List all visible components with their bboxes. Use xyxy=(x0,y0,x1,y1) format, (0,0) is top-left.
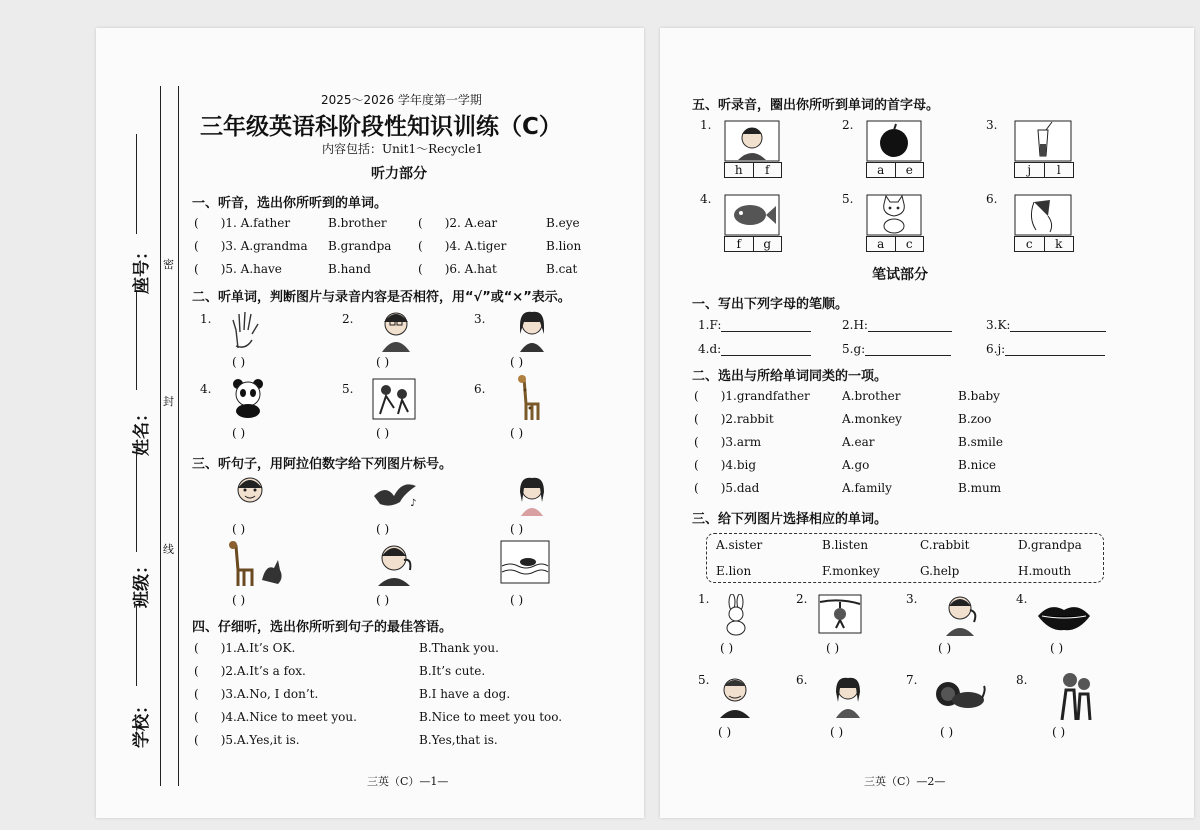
answer-paren[interactable]: ( ) xyxy=(830,725,844,739)
rabbit-icon xyxy=(720,594,752,636)
answer-paren[interactable]: ( ) xyxy=(938,641,952,655)
scope-label: 内容包括：Unit1～Recycle1 xyxy=(322,142,484,156)
sec1-item: ( )5. A.have xyxy=(194,262,282,276)
w2-option: A.monkey xyxy=(842,412,902,426)
apple-icon xyxy=(866,120,922,162)
sec4-item: ( )1.A.It’s OK. xyxy=(194,641,296,655)
name-label: 姓名： xyxy=(132,405,152,456)
w2-option: B.mum xyxy=(958,481,1002,495)
w3-num: 7. xyxy=(906,673,918,687)
sec2-num: 1. xyxy=(200,312,212,326)
answer-paren[interactable]: ( ) xyxy=(510,355,524,369)
svg-text:♪: ♪ xyxy=(410,498,417,509)
w3-num: 3. xyxy=(906,592,918,606)
word-option: G.help xyxy=(920,564,960,578)
sec1-option: B.lion xyxy=(546,239,582,253)
word-option: H.mouth xyxy=(1018,564,1072,578)
sec1-option: B.cat xyxy=(546,262,578,276)
cat-icon xyxy=(866,194,922,236)
boy-icon xyxy=(232,474,268,514)
sec2-num: 2. xyxy=(342,312,354,326)
bird-icon xyxy=(370,476,420,516)
word-option: E.lion xyxy=(716,564,752,578)
girl-icon xyxy=(514,308,550,352)
sec1-option: B.brother xyxy=(328,216,387,230)
helping-people-icon xyxy=(1056,670,1096,720)
seal-char-2: 封 xyxy=(163,395,174,408)
giraffe-icon xyxy=(514,374,544,422)
hand-icon xyxy=(230,310,262,350)
mouth-icon xyxy=(1036,600,1092,634)
answer-paren[interactable]: ( ) xyxy=(376,522,390,536)
grandma-icon xyxy=(376,308,416,352)
sec2-num: 6. xyxy=(474,382,486,396)
seal-in-water-icon xyxy=(500,540,550,584)
answer-paren[interactable]: ( ) xyxy=(232,522,246,536)
answer-paren[interactable]: ( ) xyxy=(510,593,524,607)
seat-fill-line xyxy=(136,134,137,234)
sec5-num: 2. xyxy=(842,118,854,132)
w2-option: B.nice xyxy=(958,458,997,472)
margin-line-right xyxy=(178,86,179,786)
sec2-heading: 二、听单词，判断图片与录音内容是否相符，用“√”或“×”表示。 xyxy=(192,290,571,305)
sec1-item: ( )2. A.ear xyxy=(418,216,498,230)
answer-paren[interactable]: ( ) xyxy=(510,426,524,440)
w2-option: A.brother xyxy=(842,389,901,403)
letter-choice-box[interactable]: a e xyxy=(866,162,924,178)
answer-paren[interactable]: ( ) xyxy=(376,593,390,607)
sec4-option: B.Yes,that is. xyxy=(419,733,498,747)
w2-option: B.smile xyxy=(958,435,1003,449)
stroke-order-item: 6.j: xyxy=(986,342,1105,356)
w3-num: 2. xyxy=(796,592,808,606)
stroke-order-item: 1.F: xyxy=(698,318,811,332)
answer-paren[interactable]: ( ) xyxy=(376,426,390,440)
grandpa-icon xyxy=(716,674,754,718)
letter-choice-box[interactable]: j l xyxy=(1014,162,1074,178)
w3-num: 1. xyxy=(698,592,710,606)
sec5-num: 4. xyxy=(700,192,712,206)
word-option: A.sister xyxy=(716,538,763,552)
w3-num: 4. xyxy=(1016,592,1028,606)
sec4-option: B.Nice to meet you too. xyxy=(419,710,563,724)
exam-page-left xyxy=(96,28,644,818)
w2-item: ( )5.dad xyxy=(694,481,760,495)
sister-icon xyxy=(830,674,866,718)
class-fill-line xyxy=(136,452,137,552)
w2-item: ( )4.big xyxy=(694,458,757,472)
sec4-item: ( )5.A.Yes,it is. xyxy=(194,733,300,747)
letter-choice-box[interactable]: h f xyxy=(724,162,782,178)
answer-paren[interactable]: ( ) xyxy=(376,355,390,369)
w3-num: 5. xyxy=(698,673,710,687)
teacher-helping-icon xyxy=(372,378,416,420)
girl-icon xyxy=(514,474,550,516)
sec2-num: 3. xyxy=(474,312,486,326)
sec2-num: 4. xyxy=(200,382,212,396)
sec1-item: ( )1. A.father xyxy=(194,216,291,230)
panda-icon xyxy=(230,378,266,418)
sec3-heading: 三、听句子，用阿拉伯数字给下列图片标号。 xyxy=(192,457,453,472)
answer-paren[interactable]: ( ) xyxy=(232,426,246,440)
sec5-num: 6. xyxy=(986,192,998,206)
sec4-item: ( )2.A.It’s a fox. xyxy=(194,664,306,678)
sec1-item: ( )3. A.grandma xyxy=(194,239,308,253)
juice-glass-icon xyxy=(1014,120,1072,162)
w2-option: A.ear xyxy=(842,435,875,449)
w2-item: ( )2.rabbit xyxy=(694,412,774,426)
w2-heading: 二、选出与所给单词同类的一项。 xyxy=(692,369,888,384)
sec1-item: ( )6. A.hat xyxy=(418,262,497,276)
sec5-heading: 五、听录音，圈出你所听到单词的首字母。 xyxy=(692,98,940,113)
sec4-item: ( )3.A.No, I don’t. xyxy=(194,687,319,701)
exam-page-right xyxy=(660,28,1194,818)
word-option: B.listen xyxy=(822,538,869,552)
sec1-heading: 一、听音，选出你所听到的单词。 xyxy=(192,196,388,211)
letter-choice-box[interactable]: c k xyxy=(1014,236,1074,252)
w2-option: A.family xyxy=(842,481,892,495)
sec4-item: ( )4.A.Nice to meet you. xyxy=(194,710,357,724)
stroke-order-item: 2.H: xyxy=(842,318,952,332)
kite-icon xyxy=(1014,194,1072,236)
name-fill-line xyxy=(136,290,137,390)
answer-paren[interactable]: ( ) xyxy=(232,355,246,369)
answer-paren[interactable]: ( ) xyxy=(826,641,840,655)
sec4-option: B.Thank you. xyxy=(419,641,499,655)
word-option: F.monkey xyxy=(822,564,880,578)
sec4-option: B.It’s cute. xyxy=(419,664,486,678)
w2-option: A.go xyxy=(842,458,870,472)
w2-option: B.zoo xyxy=(958,412,992,426)
w3-num: 6. xyxy=(796,673,808,687)
sec1-option: B.eye xyxy=(546,216,580,230)
listening-heading: 听力部分 xyxy=(371,166,427,182)
margin-line-left xyxy=(160,86,161,786)
w3-num: 8. xyxy=(1016,673,1028,687)
answer-paren[interactable]: ( ) xyxy=(940,725,954,739)
w2-option: B.baby xyxy=(958,389,1000,403)
seal-char-3: 线 xyxy=(163,543,174,556)
letter-choice-box[interactable]: f g xyxy=(724,236,782,252)
term-label: 2025～2026 学年度第一学期 xyxy=(321,93,482,107)
giraffe-and-cat-icon xyxy=(226,540,286,588)
sec2-num: 5. xyxy=(342,382,354,396)
school-label: 学校： xyxy=(132,697,152,748)
page-footer: 三英（C）—2— xyxy=(864,775,946,788)
letter-choice-box[interactable]: a c xyxy=(866,236,924,252)
answer-paren[interactable]: ( ) xyxy=(1052,725,1066,739)
answer-paren[interactable]: ( ) xyxy=(720,641,734,655)
w2-item: ( )3.arm xyxy=(694,435,762,449)
sec1-option: B.grandpa xyxy=(328,239,392,253)
boy-with-ear-icon xyxy=(724,120,780,162)
stroke-order-item: 5.g: xyxy=(842,342,951,356)
w1-heading: 一、写出下列字母的笔顺。 xyxy=(692,297,849,312)
stroke-order-item: 3.K: xyxy=(986,318,1106,332)
answer-paren[interactable]: ( ) xyxy=(232,593,246,607)
sec4-option: B.I have a dog. xyxy=(419,687,511,701)
sec5-num: 3. xyxy=(986,118,998,132)
seal-char-1: 密 xyxy=(163,258,174,271)
writing-heading: 笔试部分 xyxy=(872,267,928,283)
school-fill-line xyxy=(136,606,137,686)
man-listening-icon xyxy=(372,540,416,586)
stroke-order-item: 4.d: xyxy=(698,342,811,356)
answer-paren[interactable]: ( ) xyxy=(1050,641,1064,655)
w2-item: ( )1.grandfather xyxy=(694,389,810,403)
class-label: 班级： xyxy=(132,557,152,608)
sec5-num: 1. xyxy=(700,118,712,132)
page-footer: 三英（C）—1— xyxy=(367,775,449,788)
answer-paren[interactable]: ( ) xyxy=(718,725,732,739)
exam-title: 三年级英语科阶段性知识训练（C） xyxy=(200,114,562,140)
seat-label: 座号： xyxy=(132,243,152,294)
answer-paren[interactable]: ( ) xyxy=(510,522,524,536)
monkey-on-branch-icon xyxy=(818,594,862,634)
sec5-num: 5. xyxy=(842,192,854,206)
sec1-option: B.hand xyxy=(328,262,371,276)
word-option: D.grandpa xyxy=(1018,538,1082,552)
sec1-item: ( )4. A.tiger xyxy=(418,239,507,253)
word-option: C.rabbit xyxy=(920,538,970,552)
sec4-heading: 四、仔细听，选出你所听到句子的最佳答语。 xyxy=(192,620,453,635)
lion-icon xyxy=(934,678,986,714)
boy-listening-icon xyxy=(940,592,980,636)
fish-icon xyxy=(724,194,780,236)
w3-heading: 三、给下列图片选择相应的单词。 xyxy=(692,512,888,527)
